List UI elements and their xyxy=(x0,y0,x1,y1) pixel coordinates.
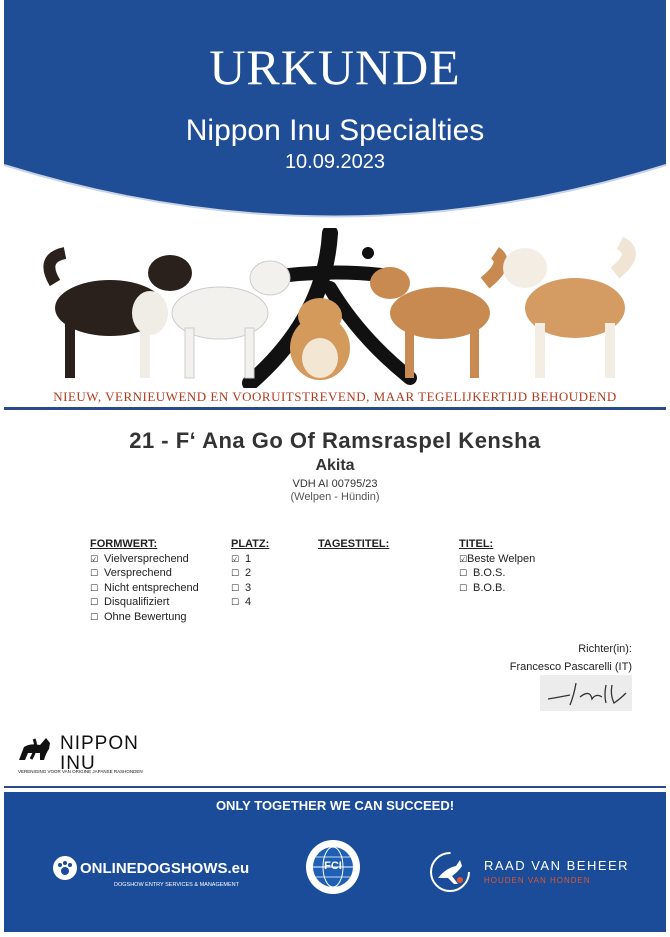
divider-bottom xyxy=(4,786,666,788)
event-name: Nippon Inu Specialties xyxy=(185,114,485,147)
divider-top xyxy=(4,407,666,410)
onlinedogshows-logo[interactable] xyxy=(52,855,250,895)
platz-column xyxy=(231,538,269,611)
event-date: 10.09.2023 xyxy=(284,151,386,173)
platz-option[interactable] xyxy=(231,582,269,597)
option-label: Versprechend xyxy=(104,567,172,579)
option-label: Vielversprechend xyxy=(104,552,189,565)
option-label: B.O.B. xyxy=(473,581,506,594)
option-label: B.O.S. xyxy=(473,567,506,579)
checkbox-icon[interactable]: ☑ xyxy=(90,554,99,565)
onlinedogshows-text: ONLINEDOGSHOWS.eu xyxy=(80,860,250,877)
platz-heading: PLATZ: xyxy=(231,538,270,550)
formwert-option[interactable] xyxy=(90,553,199,568)
judge-signature xyxy=(540,675,632,711)
dogs-banner-image xyxy=(30,228,640,388)
titel-option[interactable] xyxy=(459,567,535,582)
option-label: Beste Welpen xyxy=(467,552,536,565)
formwert-heading: FORMWERT: xyxy=(90,538,158,550)
titel-heading: TITEL: xyxy=(459,538,494,550)
dog-name: 21 - F‘ Ana Go Of Ramsraspel Kensha xyxy=(129,428,541,453)
registration-number: VDH AI 00795/23 xyxy=(292,478,378,490)
fci-text: FCI xyxy=(324,860,342,872)
checkbox-icon[interactable]: ☐ xyxy=(90,569,99,579)
checkbox-icon[interactable]: ☐ xyxy=(231,583,240,594)
banner-slogan: NIEUW, VERNIEUWEND EN VOORUITSTREVEND, MAAR TEGELIJKERTIJD BEHOUDEND xyxy=(53,389,617,404)
nippon-inu-logo xyxy=(16,733,156,778)
dog-breed: Akita xyxy=(315,457,355,474)
tagestitel-heading: TAGESTITEL: xyxy=(318,538,390,550)
logo-name-line1: NIPPON xyxy=(60,733,139,754)
platz-option[interactable] xyxy=(231,596,269,611)
checkbox-icon[interactable]: ☑ xyxy=(459,554,468,565)
formwert-option[interactable] xyxy=(90,611,199,626)
raad-text-line1: RAAD VAN BEHEER xyxy=(484,858,630,873)
checkbox-icon[interactable]: ☐ xyxy=(90,612,99,623)
option-label: Disqualifiziert xyxy=(104,596,170,608)
checkbox-icon[interactable]: ☐ xyxy=(231,598,240,608)
platz-option[interactable] xyxy=(231,567,269,582)
formwert-option[interactable] xyxy=(90,582,199,597)
footer-motto: ONLY TOGETHER WE CAN SUCCEED! xyxy=(215,798,455,813)
formwert-column xyxy=(90,538,199,625)
platz-option[interactable] xyxy=(231,553,269,568)
tagestitel-column xyxy=(318,538,389,553)
option-label: 4 xyxy=(245,596,252,608)
judge-label: Richter(in): xyxy=(578,643,632,655)
header xyxy=(0,0,670,240)
checkbox-icon[interactable]: ☐ xyxy=(231,569,240,579)
raad-van-beheer-logo[interactable] xyxy=(428,850,653,896)
logo-name-line2: INU xyxy=(60,753,96,774)
option-label: 2 xyxy=(245,567,252,579)
onlinedogshows-tagline: DOGSHOW ENTRY SERVICES & MANAGEMENT xyxy=(114,882,239,888)
option-label: Ohne Bewertung xyxy=(104,610,187,623)
certificate-title: URKUNDE xyxy=(209,39,461,95)
judge-name: Francesco Pascarelli (IT) xyxy=(509,661,632,673)
checkbox-icon[interactable]: ☐ xyxy=(90,583,99,594)
option-label: Nicht entsprechend xyxy=(104,581,199,594)
titel-option[interactable] xyxy=(459,553,535,568)
option-label: 1 xyxy=(245,552,252,565)
dog-silhouette-icon xyxy=(16,735,56,765)
logo-tagline: VERENIGING VOOR VAN ORIGINE JAPANSE RASHONDEN xyxy=(18,769,143,774)
fci-logo[interactable] xyxy=(304,838,362,896)
dog-black-akita xyxy=(49,253,192,378)
option-label: 3 xyxy=(245,581,252,594)
checkbox-icon[interactable]: ☐ xyxy=(90,598,99,608)
show-class: (Welpen - Hündin) xyxy=(290,491,380,503)
paw-icon xyxy=(52,855,78,881)
formwert-option[interactable] xyxy=(90,567,199,582)
titel-column xyxy=(459,538,535,596)
dog-american-akita xyxy=(503,243,629,378)
raad-text-line2: HOUDEN VAN HONDEN xyxy=(484,876,591,885)
checkbox-icon[interactable]: ☑ xyxy=(231,554,240,565)
checkbox-icon[interactable]: ☐ xyxy=(459,583,468,594)
titel-option[interactable] xyxy=(459,582,535,597)
formwert-option[interactable] xyxy=(90,596,199,611)
checkbox-icon[interactable]: ☐ xyxy=(459,569,468,579)
dog-jumping-icon xyxy=(428,850,472,894)
